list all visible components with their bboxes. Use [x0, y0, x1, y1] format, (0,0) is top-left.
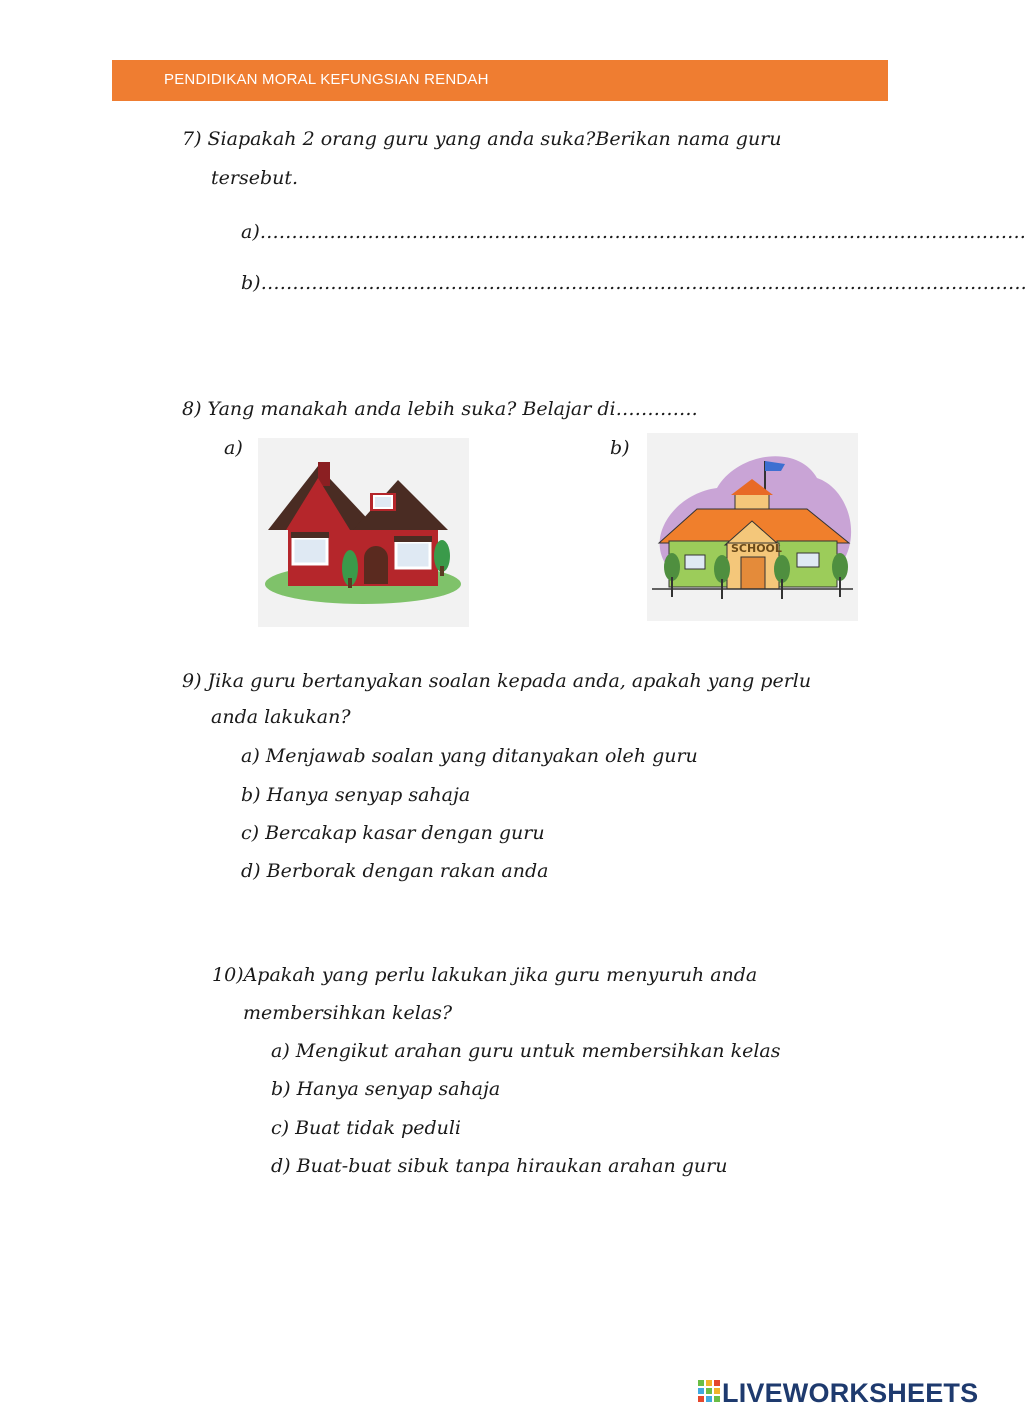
- q9-option-c[interactable]: c) Bercakap kasar dengan guru: [241, 822, 545, 844]
- q10-option-a[interactable]: a) Mengikut arahan guru untuk membersihkan kelas: [271, 1040, 781, 1062]
- house-image[interactable]: [258, 438, 469, 627]
- q10-option-c[interactable]: c) Buat tidak peduli: [271, 1117, 462, 1139]
- liveworksheets-grid-icon: [698, 1380, 720, 1408]
- q7-line-2: tersebut.: [211, 167, 299, 189]
- q9-option-d[interactable]: d) Berborak dengan rakan anda: [241, 860, 549, 882]
- q9-option-b[interactable]: b) Hanya senyap sahaja: [241, 784, 471, 806]
- header-title: PENDIDIKAN MORAL KEFUNGSIAN RENDAH: [164, 71, 489, 88]
- liveworksheets-logo-text: LIVEWORKSHEETS: [722, 1378, 979, 1408]
- school-illustration: [647, 433, 858, 621]
- q9-line-2: anda lakukan?: [211, 706, 351, 728]
- q10-option-d[interactable]: d) Buat-buat sibuk tanpa hiraukan arahan guru: [271, 1155, 728, 1177]
- header-bar: [112, 60, 888, 101]
- q8-option-a-label: a): [224, 437, 243, 459]
- q9-option-a[interactable]: a) Menjawab soalan yang ditanyakan oleh guru: [241, 745, 698, 767]
- q8-option-b-label: b): [610, 437, 630, 459]
- q10-line-2: membersihkan kelas?: [243, 1002, 453, 1024]
- house-illustration: [258, 438, 469, 627]
- school-sign-text: SCHOOL: [731, 542, 782, 555]
- school-image[interactable]: [647, 433, 858, 621]
- q9-line-1: 9) Jika guru bertanyakan soalan kepada anda, apakah yang perlu: [182, 670, 812, 692]
- q8-question: 8) Yang manakah anda lebih suka? Belajar di………….: [182, 398, 698, 420]
- q7-answer-a[interactable]: a)………………………………………………………………………………………………………….: [241, 221, 1026, 243]
- q10-option-b[interactable]: b) Hanya senyap sahaja: [271, 1078, 501, 1100]
- q10-line-1: 10)Apakah yang perlu lakukan jika guru menyuruh anda: [212, 964, 758, 986]
- q7-line-1: 7) Siapakah 2 orang guru yang anda suka?Berikan nama guru: [182, 128, 782, 150]
- q7-answer-b[interactable]: b)………………………………………………………………………………………………………….: [241, 272, 1027, 294]
